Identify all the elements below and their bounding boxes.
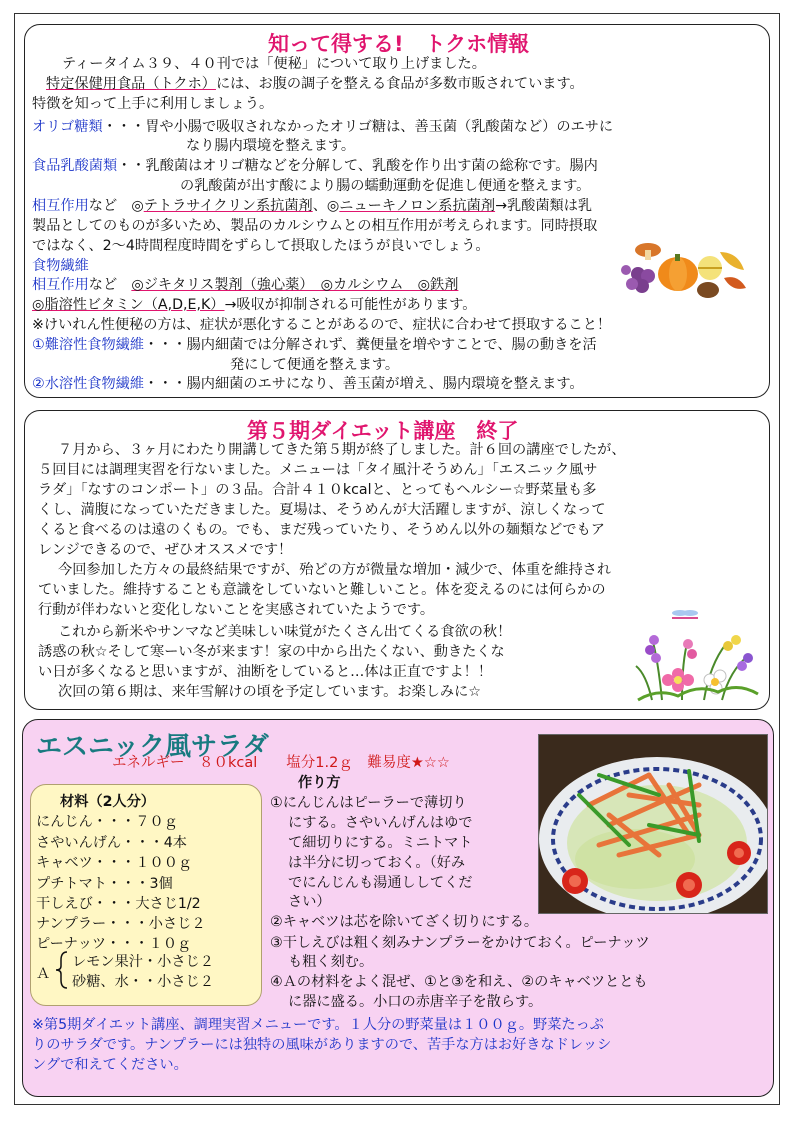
tokuho-line: ではなく、2～4時間程度時間をずらして摂取したほうが良いでしょう。 [32,238,490,254]
method-step: でにんじんも湯通ししてくだ [288,875,473,891]
tokuho-line: なり腸内環境を整えます。 [186,138,356,154]
method-step: ②キャベツは芯を除いてざく切りにする。 [270,914,539,930]
a-group-label: Ａ [36,966,51,982]
method-step: さい） [288,894,331,910]
method-step: は半分に切っておく。（好み [288,855,466,871]
method-step: にする。さやいんげんはゆで [288,815,473,831]
method-heading: 作り方 [298,775,341,791]
ingredient-item: さやいんげん・・・4本 [36,835,187,851]
diet-course-line: レンジできるので、ぜひオススメです！ [38,542,293,558]
tokuho-title: 知って得する! トクホ情報 [268,32,530,56]
diet-course-line: ラダ」「なすのコンポート」の３品。合計４１０kcalと、とってもヘルシー☆野菜量も多 [38,482,597,498]
ingredient-item: キャベツ・・・１００ｇ [36,855,193,871]
tokuho-line: オリゴ糖類・・・胃や小腸で吸収されなかったオリゴ糖は、善玉菌（乳酸菌など）のエサに [32,119,614,135]
tokuho-line: 食品乳酸菌類・・乳酸菌はオリゴ糖などを分解して、乳酸を作り出す菌の総称です。腸内 [32,158,598,174]
ingredient-item: プチトマト・・・3個 [36,876,173,892]
diet-course-line: ていました。維持することも意識をしていないと難しいこと。体を変えるのには何らかの [38,582,606,598]
diet-course-line: ５回目には調理実習を行ないました。メニューは「タイ風汁そうめん」「エスニック風サ [38,462,598,478]
diet-course-line: くると食べるのは遠のくもの。でも、まだ残っていたり、そうめん以外の麺類などでもア [38,522,605,538]
method-step: ①にんじんはピーラーで薄切り [270,795,467,811]
diet-course-line: 次回の第６期は、来年雪解けの頃を予定しています。お楽しみに☆ [58,684,482,700]
tokuho-line: 特徴を知って上手に利用しましょう。 [32,96,274,112]
diet-course-line: い日が多くなると思いますが、油断をしていると…体は正直ですよ！！ [38,664,493,680]
tokuho-line: ①難溶性食物繊維・・・腸内細菌では分解されず、糞便量を増やすことで、腸の動きを活 [32,337,597,353]
tokuho-line: ※けいれん性便秘の方は、症状が悪化することがあるので、症状に合わせて摂取すること！ [32,317,612,333]
a-group-item: 砂糖、水・・小さじ２ [72,974,214,990]
diet-course-line: これから新米やサンマなど美味しい味覚がたくさん出てくる食欲の秋！ [58,624,512,640]
tokuho-line: 発にして便通を整えます。 [230,357,400,373]
ingredient-item: ピーナッツ・・・１０ｇ [36,936,192,952]
diet-course-line: ７月から、３ヶ月にわたり開講してきた第５期が終了しました。計６回の講座でしたが、 [58,442,626,458]
autumn-fruit-illustration [612,232,752,304]
diet-course-line: 今回参加した方々の最終結果ですが、殆どの方が微量な増加・減少で、体重を維持され [58,562,612,578]
recipe-note: りのサラダです。ナンプラーには独特の風味がありますので、苦手な方はお好きなドレッシ [32,1037,612,1053]
tokuho-line: ②水溶性食物繊維・・・腸内細菌のエサになり、善玉菌が増え、腸内環境を整えます。 [32,376,584,392]
tokuho-line: 製品としてのものが多いため、製品のカルシウムとの相互作用が考えられます。同時摂取 [32,218,598,234]
a-group-item: レモン果汁・小さじ２ [72,954,214,970]
method-step: に器に盛る。小口の赤唐辛子を散らす。 [288,994,543,1010]
recipe-energy: エネルギー ８０kcal 塩分1.2ｇ 難易度★☆☆ [112,755,450,771]
recipe-note: ※第5期ダイエット講座、調理実習メニューです。１人分の野菜量は１００ｇ。野菜たっぷ [32,1017,604,1033]
ingredients-heading: 材料（2人分） [60,794,155,810]
salad-photo [538,734,768,914]
recipe-note: ングで和えてください。 [32,1057,188,1073]
diet-course-line: 誘惑の秋☆そして寒ーい冬が来ます！家の中から出たくない、動きたくな [38,644,505,660]
method-step: て細切りにする。ミニトマト [288,835,473,851]
tokuho-line: 相互作用など ◎テトラサイクリン系抗菌剤、◎ニューキノロン系抗菌剤→乳酸菌類は乳 [32,198,593,214]
diet-course-line: 行動が伴わないと変化しないことを実感されていたようです。 [38,602,435,618]
tokuho-line: 相互作用など ◎ジキタリス製剤（強心薬） ◎カルシウム ◎鉄剤 [32,277,459,293]
tokuho-line: の乳酸菌が出す酸により腸の蠕動運動を促進し便通を整えます。 [180,178,591,194]
tokuho-subheading: 食物繊維 [32,258,89,274]
tokuho-line: ティータイム３９、４０刊では「便秘」について取り上げました。 [62,56,486,72]
flower-illustration [632,600,764,704]
tokuho-line: 特定保健用食品（トクホ）には、お腹の調子を整える食品が多数市販されています。 [46,76,584,92]
ingredient-item: ナンプラー・・・小さじ２ [36,916,206,932]
method-step: ④Ａの材料をよく混ぜ、①と③を和え、②のキャベツととも [270,974,648,990]
diet-course-title: 第５期ダイエット講座 終了 [247,419,519,443]
brace-icon [55,950,69,990]
ingredient-item: にんじん・・・７０ｇ [36,814,178,830]
method-step: も粗く刻む。 [288,954,374,970]
diet-course-line: くし、満腹になっていただきました。夏場は、そうめんが大活躍しますが、涼しくなって [38,502,606,518]
ingredient-item: 干しえび・・・大さじ1/2 [36,896,201,912]
method-step: ③干しえびは粗く刻みナンプラーをかけておく。ピーナッツ [270,935,650,951]
tokuho-line: ◎脂溶性ビタミン（A,D,E,K）→吸収が抑制される可能性があります。 [32,297,477,313]
recipe-title: エスニック風サラダ [36,732,269,762]
